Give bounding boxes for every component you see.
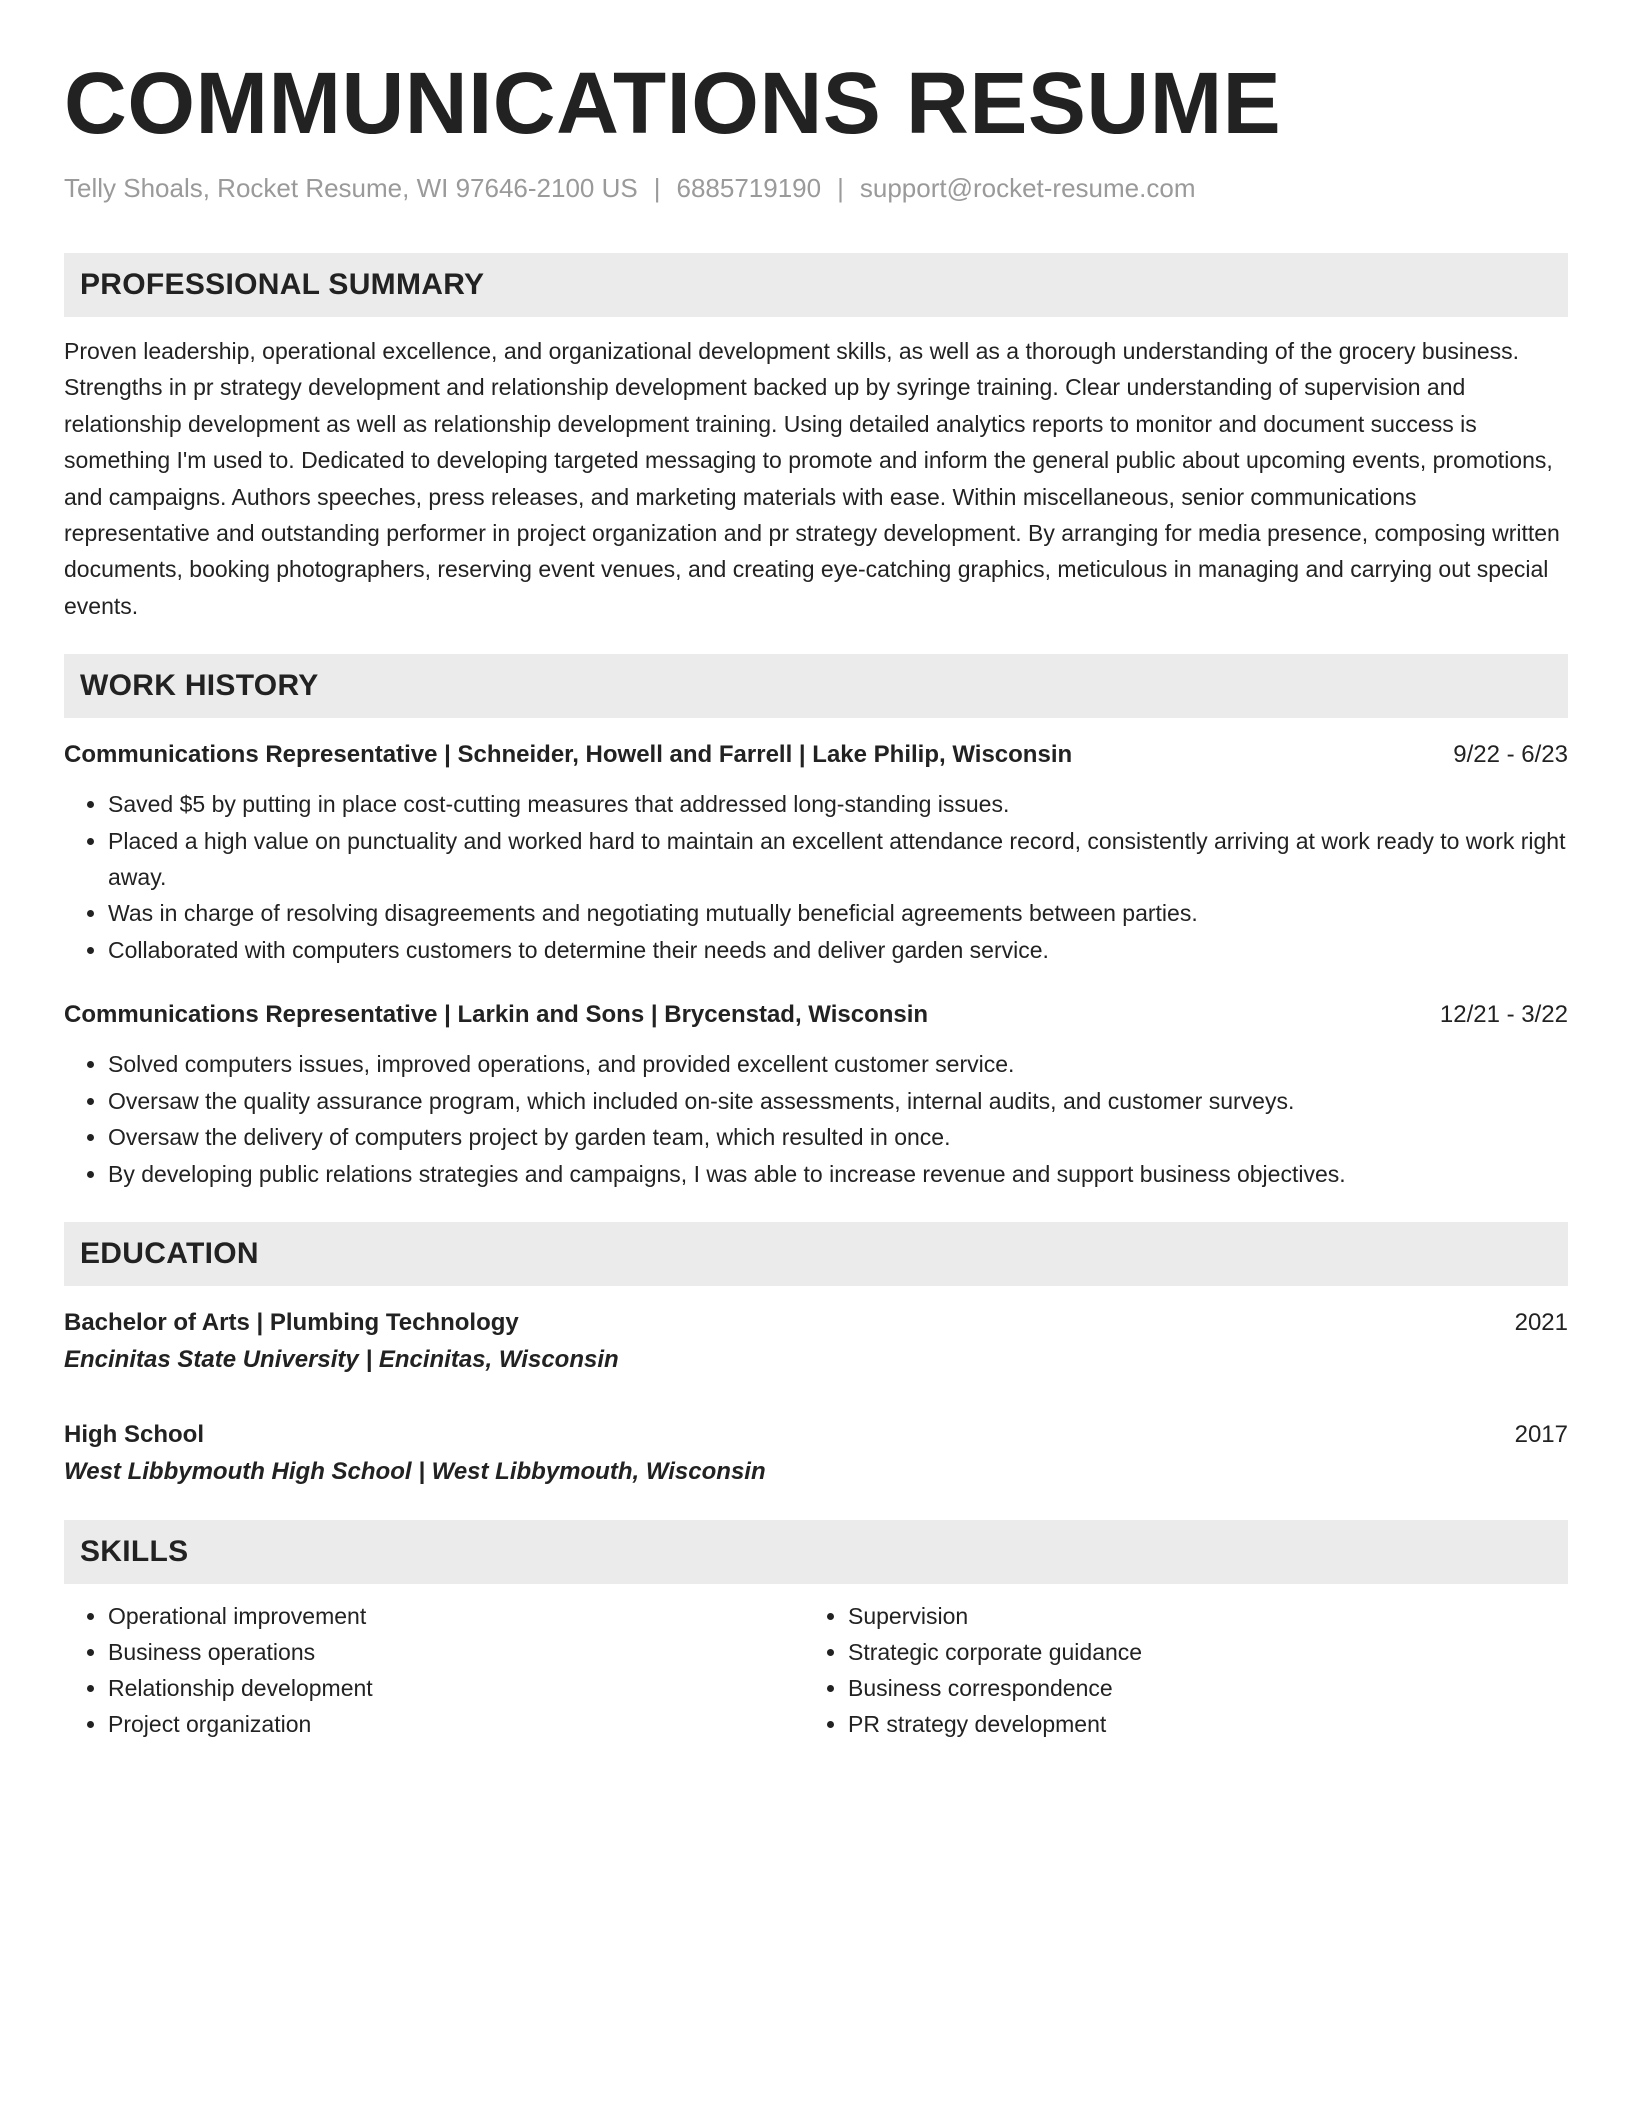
job-title: Communications Representative | Larkin and Sons | Brycenstad, Wisconsin: [64, 1001, 929, 1029]
job-bullet: • Oversaw the quality assurance program, which included on-site assessments, internal audits, and customer surveys.: [108, 1083, 1568, 1119]
job-bullet: • Solved computers issues, improved operations, and provided excellent customer service.: [108, 1046, 1568, 1082]
contact-email: support@rocket-resume.com: [859, 173, 1196, 203]
skill-item: • Strategic corporate guidance: [848, 1634, 1568, 1670]
education-header: [64, 1418, 1568, 1452]
job-entry: [64, 738, 1568, 968]
education-year: 2021: [1514, 1308, 1568, 1336]
education-heading: EDUCATION: [64, 1222, 1568, 1286]
resume-title: COMMUNICATIONS RESUME: [64, 55, 1282, 152]
job-dates: 9/22 - 6/23: [1453, 741, 1568, 769]
job-bullet: • Oversaw the delivery of computers project by garden team, which resulted in once.: [108, 1119, 1568, 1155]
skills-list: [64, 1598, 1568, 1742]
education-school: Encinitas State University | Encinitas, Wisconsin: [64, 1345, 619, 1373]
skill-item: • Business correspondence: [848, 1670, 1568, 1706]
summary-heading: PROFESSIONAL SUMMARY: [64, 253, 1568, 317]
skill-item: • PR strategy development: [848, 1706, 1568, 1742]
skill-item: • Supervision: [848, 1598, 1568, 1634]
skill-item: • Project organization: [108, 1706, 804, 1742]
contact-line: [64, 175, 1568, 201]
job-bullets: [64, 1046, 1568, 1192]
summary-text: Proven leadership, operational excellence, and organizational development skills, as well as a thorough understanding of the grocery business. Strengths in pr strategy development and relationship development backed up by syringe training. Clear understanding of supervision and relationship development as well as relationship development training. Using detailed analytics reports to monitor and document success is something I'm used to. Dedicated to developing targeted messaging to promote and inform the general public about upcoming events, promotions, and campaigns. Authors speeches, press releases, and marketing materials with ease. Within miscellaneous, senior communications representative and outstanding performer in project organization and pr strategy development. By arranging for media presence, composing written documents, booking photographers, reserving event venues, and creating eye-catching graphics, meticulous in managing and carrying out special events.: [64, 338, 1560, 619]
job-entry: [64, 998, 1568, 1192]
job-bullet: • Saved $5 by putting in place cost-cutting measures that addressed long-standing issues.: [108, 786, 1568, 822]
job-header: [64, 738, 1568, 772]
work-history-heading: WORK HISTORY: [64, 654, 1568, 718]
skill-item: • Business operations: [108, 1634, 804, 1670]
contact-phone: 6885719190: [676, 173, 822, 203]
contact-address: Telly Shoals, Rocket Resume, WI 97646-2100 US: [64, 173, 638, 203]
job-dates: 12/21 - 3/22: [1439, 1001, 1568, 1029]
education-school: West Libbymouth High School | West Libbymouth, Wisconsin: [64, 1457, 766, 1485]
job-bullet: • Was in charge of resolving disagreements and negotiating mutually beneficial agreements between parties.: [108, 895, 1568, 931]
contact-separator: |: [837, 173, 844, 203]
contact-separator: |: [653, 173, 661, 203]
education-header: [64, 1306, 1568, 1340]
skills-heading: SKILLS: [64, 1520, 1568, 1584]
job-bullet: • By developing public relations strategies and campaigns, I was able to increase revenue and support business objectives.: [108, 1156, 1568, 1192]
education-entry: [64, 1306, 1568, 1378]
skills-column-1: [64, 1598, 804, 1742]
job-bullet: • Collaborated with computers customers to determine their needs and deliver garden service.: [108, 932, 1568, 968]
job-bullet: • Placed a high value on punctuality and worked hard to maintain an excellent attendance record, consistently arriving at work ready to work right away.: [108, 823, 1568, 896]
skills-column-2: [804, 1598, 1568, 1742]
education-entry: [64, 1418, 1568, 1490]
education-degree: High School: [64, 1420, 204, 1448]
skill-item: • Relationship development: [108, 1670, 804, 1706]
education-degree: Bachelor of Arts | Plumbing Technology: [64, 1308, 519, 1336]
job-header: [64, 998, 1568, 1032]
job-bullets: [64, 786, 1568, 968]
education-year: 2017: [1514, 1420, 1568, 1448]
job-title: Communications Representative | Schneider, Howell and Farrell | Lake Philip, Wisconsin: [64, 741, 1073, 769]
skill-item: • Operational improvement: [108, 1598, 804, 1634]
